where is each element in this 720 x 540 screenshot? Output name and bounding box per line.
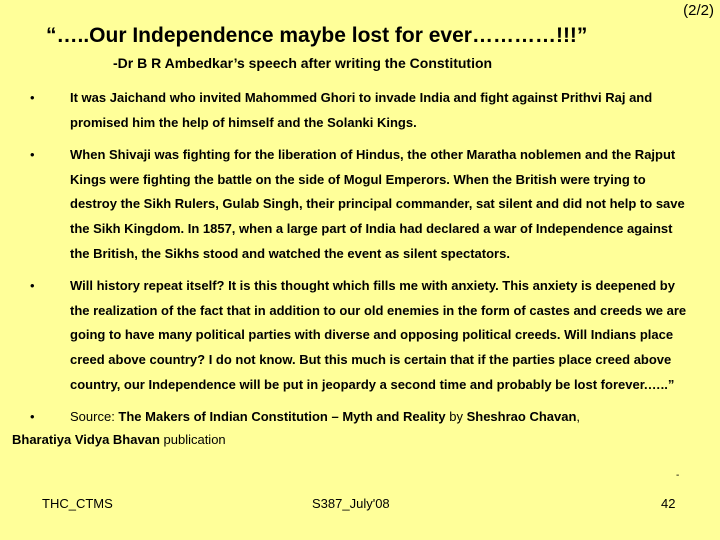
source-publisher-line [12,429,690,451]
bullet-item [30,86,690,135]
source-prefix: Source: [70,409,119,425]
source-author: Sheshrao Chavan [466,409,577,425]
page-counter: (2/2) [683,2,714,19]
bullet-text: When Shivaji was fighting for the liberation of Hindus, the other Maratha noblemen and the Rajput Kings were fighting the battle on the side of Mogul Emperors. When the British were trying to destroy the Sikh Rulers, Gulab Singh, their principal commander, sat silent and did not help to save the Sikh Kingdom. In 1857, when a large part of India had declared a war of Independence against the British, the Sikhs stood and watched the event as silent spectators. [70,147,685,261]
source-by: by [445,409,467,425]
bullet-marker: • [30,278,35,294]
source-citation [30,405,690,429]
slide-subtitle: -Dr B R Ambedkar’s speech after writing the Constitution [113,55,493,71]
bullet-list [12,86,690,451]
footer-center: S387_July'08 [312,496,390,511]
bullet-item [30,274,690,397]
source-suffix: publication [159,432,226,448]
source-publisher: Bharatiya Vidya Bhavan [12,432,160,448]
bullet-marker: • [30,409,35,425]
slide-title: “…..Our Independence maybe lost for ever…………!!!” [46,24,588,47]
bullet-text: It was Jaichand who invited Mahommed Ghori to invade India and fight against Prithvi Raj and promised him the help of himself and the Solanki Kings. [70,90,653,130]
bullet-marker: • [30,90,35,105]
bullet-text: Will history repeat itself? It is this thought which fills me with anxiety. This anxiety is deepened by the realization of the fact that in addition to our old enemies in the form of castes and creeds we are going to have many political parties with diverse and opposing political creeds. Will Indians place creed above country? I do not know. But this much is certain that if the parties place creed above country, our Independence will be put in jeopardy a second time and probably be lost forever.…..” [70,278,687,392]
bullet-item [30,143,690,266]
slide-number: 42 [661,496,676,511]
footer-left: THC_CTMS [42,496,113,511]
source-comma: , [576,409,581,425]
source-book-title: The Makers of Indian Constitution – Myth and Reality [118,409,446,425]
bullet-marker: • [30,147,35,163]
footer-dash: - [676,470,680,481]
